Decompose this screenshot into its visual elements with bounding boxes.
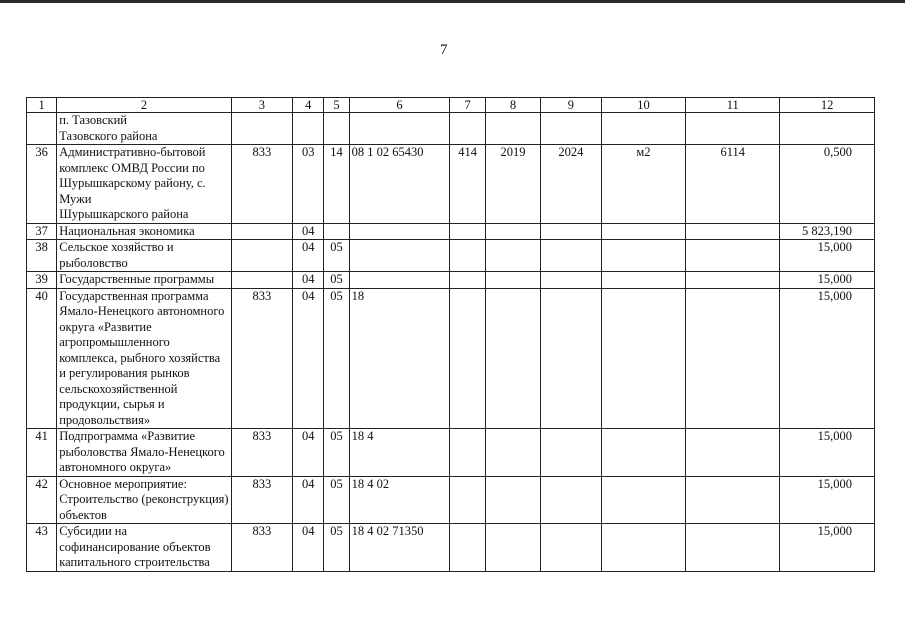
code-5-cell: 05 xyxy=(324,288,349,429)
amount-cell: 0,500 xyxy=(780,145,875,224)
target-code-cell xyxy=(349,113,450,145)
item-name-cell: Сельское хозяйство и рыболовство xyxy=(57,240,231,272)
code-7-cell: 414 xyxy=(450,145,485,224)
row-number-cell: 40 xyxy=(27,288,57,429)
capacity-cell xyxy=(686,113,780,145)
table-row xyxy=(27,288,875,429)
row-number-cell: 36 xyxy=(27,145,57,224)
table-row xyxy=(27,524,875,572)
header-row xyxy=(27,98,875,113)
capacity-cell xyxy=(686,240,780,272)
year-start-cell xyxy=(485,429,540,477)
year-start-cell xyxy=(485,524,540,572)
year-end-cell xyxy=(541,429,601,477)
row-number-cell: 42 xyxy=(27,476,57,524)
code-7-cell xyxy=(450,524,485,572)
table-row xyxy=(27,272,875,289)
code-7-cell xyxy=(450,429,485,477)
col-header-3: 3 xyxy=(231,98,293,113)
col-header-8: 8 xyxy=(485,98,540,113)
year-end-cell: 2024 xyxy=(541,145,601,224)
col-header-5: 5 xyxy=(324,98,349,113)
year-end-cell xyxy=(541,476,601,524)
item-name-cell: Государственные программы xyxy=(57,272,231,289)
code-7-cell xyxy=(450,113,485,145)
item-name-cell: Административно-бытовой комплекс ОМВД России по Шурышкарскому району, с. Мужи Шурышкарского района xyxy=(57,145,231,224)
target-code-cell: 18 4 xyxy=(349,429,450,477)
table-row xyxy=(27,240,875,272)
unit-cell xyxy=(601,288,686,429)
page-number: 7 xyxy=(440,42,448,58)
col-header-1: 1 xyxy=(27,98,57,113)
capacity-cell xyxy=(686,223,780,240)
code-5-cell: 05 xyxy=(324,272,349,289)
row-number-cell: 41 xyxy=(27,429,57,477)
top-border-line xyxy=(0,0,905,3)
year-end-cell xyxy=(541,240,601,272)
amount-cell: 15,000 xyxy=(780,476,875,524)
code-4-cell: 04 xyxy=(293,272,324,289)
code-3-cell: 833 xyxy=(231,288,293,429)
capacity-cell: 6114 xyxy=(686,145,780,224)
year-end-cell xyxy=(541,272,601,289)
code-5-cell: 05 xyxy=(324,429,349,477)
code-4-cell: 04 xyxy=(293,240,324,272)
row-number-cell: 39 xyxy=(27,272,57,289)
year-start-cell xyxy=(485,240,540,272)
unit-cell: м2 xyxy=(601,145,686,224)
code-7-cell xyxy=(450,240,485,272)
col-header-6: 6 xyxy=(349,98,450,113)
code-4-cell xyxy=(293,113,324,145)
target-code-cell: 18 xyxy=(349,288,450,429)
code-3-cell xyxy=(231,113,293,145)
row-number-cell: 38 xyxy=(27,240,57,272)
year-start-cell xyxy=(485,113,540,145)
code-7-cell xyxy=(450,223,485,240)
code-3-cell xyxy=(231,240,293,272)
code-4-cell: 03 xyxy=(293,145,324,224)
code-7-cell xyxy=(450,272,485,289)
unit-cell xyxy=(601,240,686,272)
code-5-cell xyxy=(324,113,349,145)
capacity-cell xyxy=(686,524,780,572)
amount-cell xyxy=(780,113,875,145)
amount-cell: 5 823,190 xyxy=(780,223,875,240)
target-code-cell: 18 4 02 xyxy=(349,476,450,524)
unit-cell xyxy=(601,223,686,240)
unit-cell xyxy=(601,429,686,477)
code-3-cell xyxy=(231,223,293,240)
year-start-cell xyxy=(485,476,540,524)
col-header-7: 7 xyxy=(450,98,485,113)
amount-cell: 15,000 xyxy=(780,272,875,289)
target-code-cell: 18 4 02 71350 xyxy=(349,524,450,572)
col-header-4: 4 xyxy=(293,98,324,113)
target-code-cell xyxy=(349,223,450,240)
table-row xyxy=(27,145,875,224)
year-start-cell xyxy=(485,272,540,289)
code-3-cell: 833 xyxy=(231,145,293,224)
unit-cell xyxy=(601,476,686,524)
code-4-cell: 04 xyxy=(293,223,324,240)
code-7-cell xyxy=(450,288,485,429)
row-number-cell xyxy=(27,113,57,145)
item-name-cell: Субсидии на софинансирование объектов капитального строительства xyxy=(57,524,231,572)
year-start-cell xyxy=(485,223,540,240)
year-start-cell: 2019 xyxy=(485,145,540,224)
code-4-cell: 04 xyxy=(293,524,324,572)
item-name-cell: Государственная программа Ямало-Ненецкого автономного округа «Развитие агропромышленного комплекса, рыбного хозяйства и регулирования рынков сельскохозяйственной продукции, сырья и продовольствия» xyxy=(57,288,231,429)
code-4-cell: 04 xyxy=(293,288,324,429)
year-end-cell xyxy=(541,288,601,429)
table-row xyxy=(27,429,875,477)
row-number-cell: 43 xyxy=(27,524,57,572)
amount-cell: 15,000 xyxy=(780,240,875,272)
item-name-cell: Подпрограмма «Развитие рыболовства Ямало-Ненецкого автономного округа» xyxy=(57,429,231,477)
code-5-cell: 14 xyxy=(324,145,349,224)
code-5-cell: 05 xyxy=(324,524,349,572)
amount-cell: 15,000 xyxy=(780,524,875,572)
item-name-cell: Основное мероприятие: Строительство (реконструкция) объектов xyxy=(57,476,231,524)
code-3-cell: 833 xyxy=(231,476,293,524)
code-3-cell xyxy=(231,272,293,289)
code-4-cell: 04 xyxy=(293,476,324,524)
target-code-cell xyxy=(349,272,450,289)
year-end-cell xyxy=(541,223,601,240)
table-row xyxy=(27,113,875,145)
amount-cell: 15,000 xyxy=(780,429,875,477)
year-start-cell xyxy=(485,288,540,429)
code-3-cell: 833 xyxy=(231,524,293,572)
unit-cell xyxy=(601,113,686,145)
table-row xyxy=(27,476,875,524)
code-7-cell xyxy=(450,476,485,524)
year-end-cell xyxy=(541,113,601,145)
col-header-12: 12 xyxy=(780,98,875,113)
col-header-11: 11 xyxy=(686,98,780,113)
capacity-cell xyxy=(686,429,780,477)
capacity-cell xyxy=(686,476,780,524)
item-name-cell: п. Тазовский Тазовского района xyxy=(57,113,231,145)
capacity-cell xyxy=(686,288,780,429)
col-header-10: 10 xyxy=(601,98,686,113)
code-5-cell: 05 xyxy=(324,476,349,524)
row-number-cell: 37 xyxy=(27,223,57,240)
code-4-cell: 04 xyxy=(293,429,324,477)
budget-table xyxy=(26,97,875,572)
col-header-2: 2 xyxy=(57,98,231,113)
target-code-cell xyxy=(349,240,450,272)
capacity-cell xyxy=(686,272,780,289)
code-5-cell: 05 xyxy=(324,240,349,272)
code-5-cell xyxy=(324,223,349,240)
amount-cell: 15,000 xyxy=(780,288,875,429)
unit-cell xyxy=(601,272,686,289)
target-code-cell: 08 1 02 65430 xyxy=(349,145,450,224)
code-3-cell: 833 xyxy=(231,429,293,477)
item-name-cell: Национальная экономика xyxy=(57,223,231,240)
unit-cell xyxy=(601,524,686,572)
col-header-9: 9 xyxy=(541,98,601,113)
year-end-cell xyxy=(541,524,601,572)
table-row xyxy=(27,223,875,240)
